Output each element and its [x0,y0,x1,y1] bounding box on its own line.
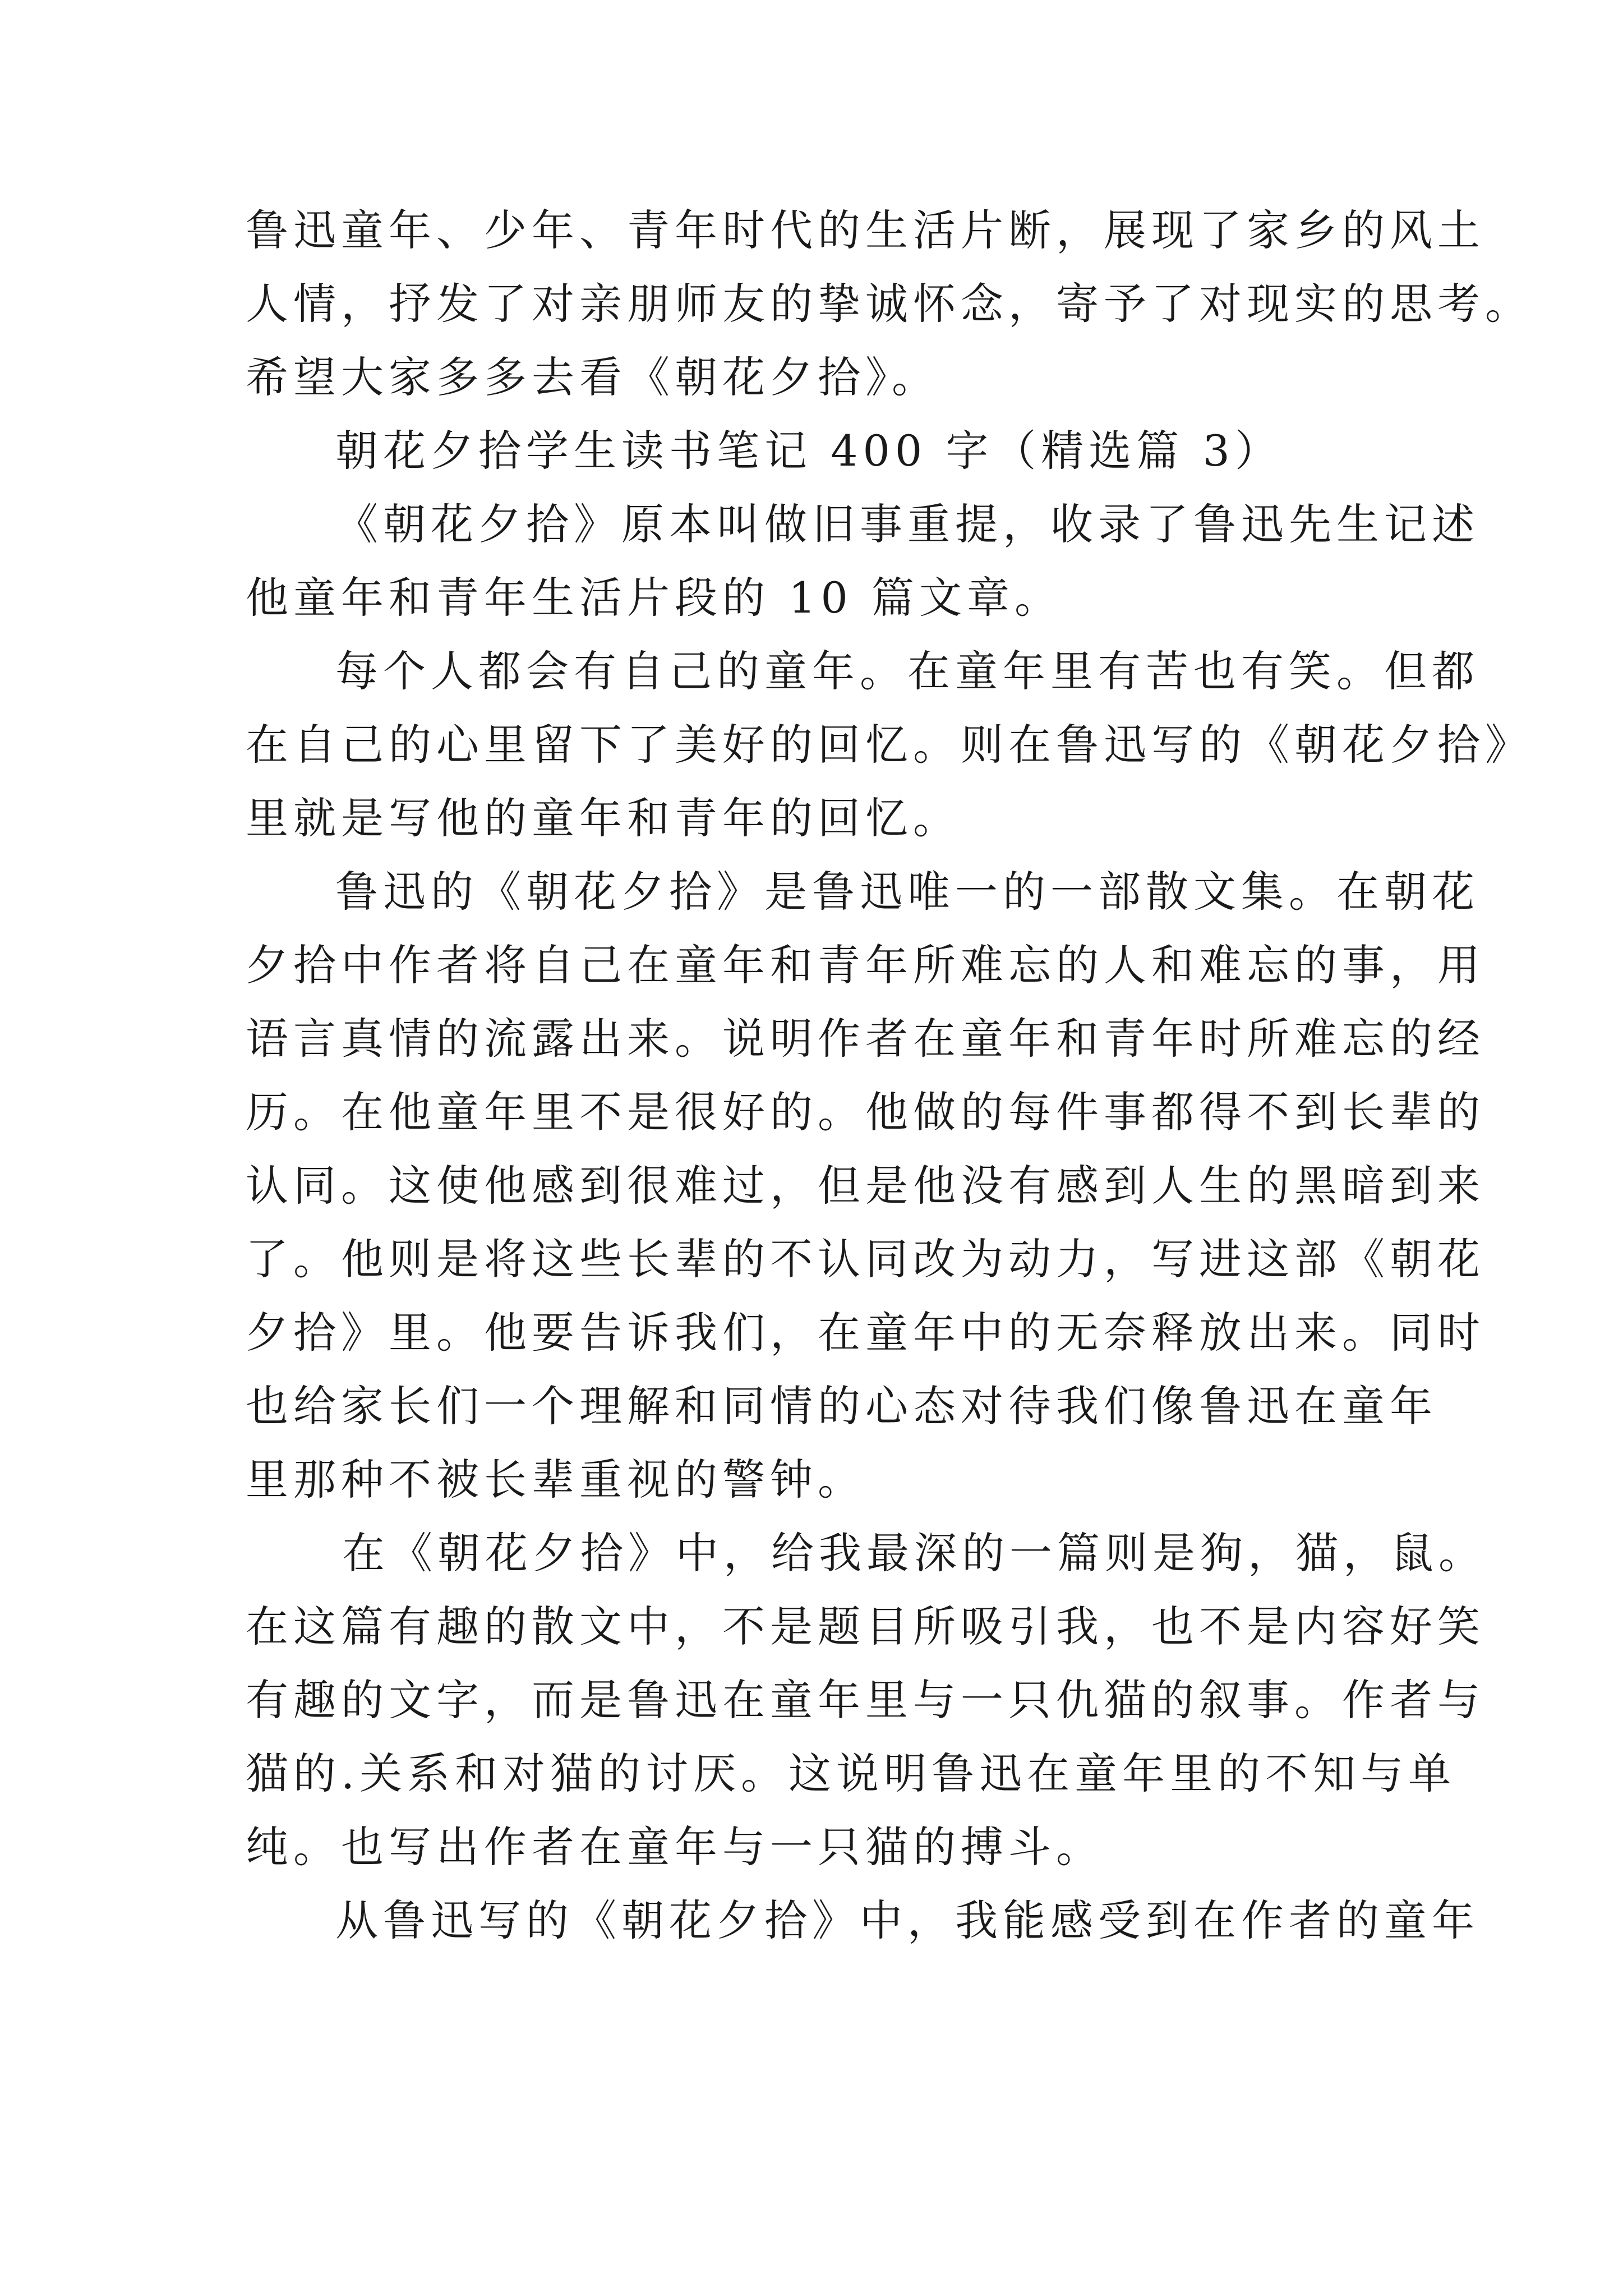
text-line: 认同。这使他感到很难过，但是他没有感到人生的黑暗到来 [246,1161,1485,1211]
text-line: 从鲁迅写的《朝花夕拾》中，我能感受到在作者的童年 [335,1895,1479,1945]
text-line: 里就是写他的童年和青年的回忆。 [246,793,961,843]
text-line: 夕拾中作者将自己在童年和青年所难忘的人和难忘的事，用 [246,940,1485,990]
text-line: 纯。也写出作者在童年与一只猫的搏斗。 [246,1822,1104,1872]
text-line: 在《朝花夕拾》中，给我最深的一篇则是狗，猫，鼠。 [342,1528,1486,1578]
text-line: 猫的.关系和对猫的讨厌。这说明鲁迅在童年里的不知与单 [246,1749,1456,1798]
text-line: 鲁迅童年、少年、青年时代的生活片断，展现了家乡的风土 [246,205,1485,255]
text-line: 他童年和青年生活片段的 10 篇文章。 [246,573,1063,623]
section-heading: 朝花夕拾学生读书笔记 400 字（精选篇 3） [335,426,1283,476]
text-line: 人情，抒发了对亲朋师友的挚诚怀念，寄予了对现实的思考。 [246,279,1533,329]
text-line: 希望大家多多去看《朝花夕拾》。 [246,352,939,402]
text-line: 《朝花夕拾》原本叫做旧事重提，收录了鲁迅先生记述 [335,499,1479,549]
text-line: 每个人都会有自己的童年。在童年里有苦也有笑。但都 [335,646,1479,696]
text-line: 历。在他童年里不是很好的。他做的每件事都得不到长辈的 [246,1087,1485,1137]
text-line: 也给家长们一个理解和同情的心态对待我们像鲁迅在童年 [246,1381,1437,1431]
text-line: 在自己的心里留下了美好的回忆。则在鲁迅写的《朝花夕拾》 [246,720,1533,770]
text-line: 语言真情的流露出来。说明作者在童年和青年时所难忘的经 [246,1014,1485,1064]
text-line: 里那种不被长辈重视的警钟。 [246,1455,865,1504]
text-line: 在这篇有趣的散文中，不是题目所吸引我，也不是内容好笑 [246,1602,1485,1651]
document-body [246,194,1533,1957]
text-line: 夕拾》里。他要告诉我们，在童年中的无奈释放出来。同时 [246,1308,1485,1358]
text-line: 有趣的文字，而是鲁迅在童年里与一只仇猫的叙事。作者与 [246,1675,1485,1725]
text-line: 鲁迅的《朝花夕拾》是鲁迅唯一的一部散文集。在朝花 [335,867,1479,917]
text-line: 了。他则是将这些长辈的不认同改为动力，写进这部《朝花 [246,1234,1485,1284]
